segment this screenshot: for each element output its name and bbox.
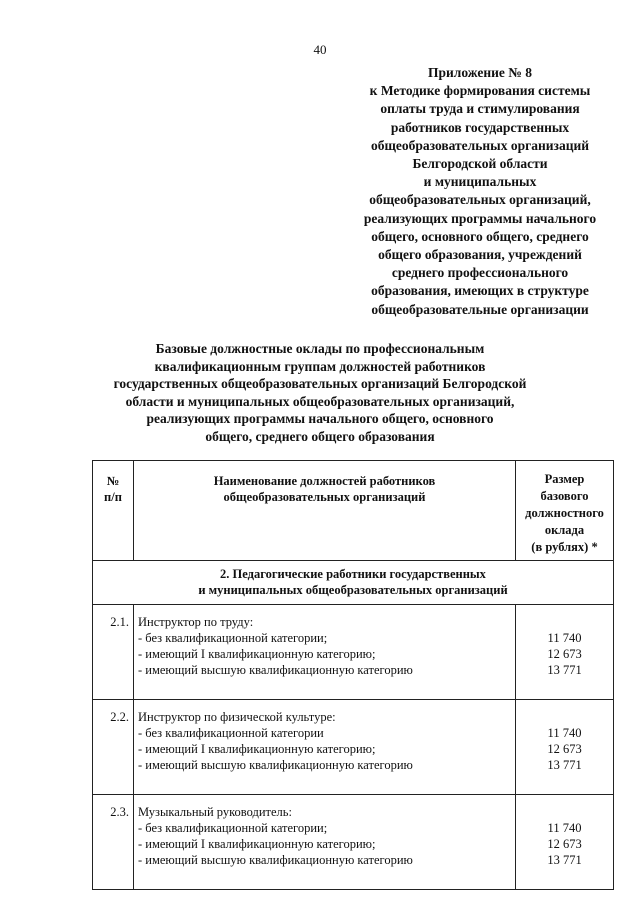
appendix-line: среднего профессионального [391, 265, 569, 281]
row-salary-values [516, 605, 614, 700]
header-text: базового [540, 489, 589, 503]
salary-value: 13 771 [547, 758, 582, 772]
appendix-line: реализующих программы начального [363, 210, 597, 226]
appendix-line: образования, имеющих в структуре [371, 283, 589, 299]
salary-value: 11 740 [547, 631, 582, 645]
position-line: - имеющий высшую квалификационную категорию [138, 758, 413, 772]
header-size-cell [516, 461, 614, 561]
appendix-line: общеобразовательные организации [371, 301, 589, 317]
appendix-line: Белгородской области [412, 156, 548, 172]
section-text: и муниципальных общеобразовательных организаций [198, 583, 508, 597]
position-line: - имеющий I квалификационную категорию; [138, 647, 376, 661]
row-position-names [134, 605, 516, 700]
row-number: 2.1. [93, 605, 134, 700]
position-line: Инструктор по физической культуре: [138, 710, 336, 724]
appendix-line: общеобразовательных организаций, [369, 192, 591, 208]
row-number: 2.3. [93, 795, 134, 890]
page-number: 40 [313, 42, 327, 57]
row-number: 2.2. [93, 700, 134, 795]
salary-value: 11 740 [547, 726, 582, 740]
row-position-names [134, 700, 516, 795]
header-name-cell [134, 461, 516, 561]
header-text: Размер [544, 472, 585, 486]
position-line: - имеющий высшую квалификационную категорию [138, 663, 413, 677]
position-line: - имеющий высшую квалификационную категорию [138, 853, 413, 867]
table-row [93, 605, 614, 700]
position-line: - без квалификационной категории [138, 726, 324, 740]
position-line: Музыкальный руководитель: [138, 805, 292, 819]
table-header-row [93, 461, 614, 561]
salary-value: 11 740 [547, 821, 582, 835]
salary-value: 12 673 [547, 837, 582, 851]
salary-value: 13 771 [547, 853, 582, 867]
row-salary-values [516, 795, 614, 890]
salary-value: 12 673 [547, 647, 582, 661]
title-line: области и муниципальных общеобразовательных организаций, [125, 393, 515, 409]
salary-value: 13 771 [547, 663, 582, 677]
table-row [93, 700, 614, 795]
appendix-line: оплаты труда и стимулирования [380, 101, 580, 117]
title-line: реализующих программы начального общего, основного [146, 411, 494, 426]
header-text: общеобразовательных организаций [223, 490, 426, 504]
section-text: 2. Педагогические работники государственных [220, 567, 486, 581]
position-line: - имеющий I квалификационную категорию; [138, 837, 376, 851]
document-title [80, 340, 560, 445]
header-number-cell [93, 461, 134, 561]
section-row [93, 561, 614, 605]
header-text: должностного [525, 506, 604, 520]
header-text: Наименование должностей работников [213, 474, 436, 488]
header-text: (в рублях) * [531, 540, 598, 554]
appendix-line: общеобразовательных организаций [370, 137, 590, 153]
position-line: Инструктор по труду: [138, 615, 254, 629]
section-cell [93, 561, 614, 605]
appendix-line: и муниципальных [423, 174, 537, 190]
title-line: государственных общеобразовательных организаций Белгородской [113, 376, 527, 391]
row-position-names [134, 795, 516, 890]
appendix-line: работников государственных [390, 119, 570, 135]
position-line: - без квалификационной категории; [138, 631, 328, 645]
salary-value: 12 673 [547, 742, 582, 756]
row-salary-values [516, 700, 614, 795]
header-text: оклада [544, 523, 585, 537]
title-line: квалификационным группам должностей работников [154, 358, 486, 374]
title-line: общего, среднего общего образования [205, 428, 435, 444]
table-row [93, 795, 614, 890]
position-line: - без квалификационной категории; [138, 821, 328, 835]
title-line: Базовые должностные оклады по профессиональным [155, 341, 485, 356]
appendix-line: общего образования, учреждений [378, 247, 582, 263]
appendix-heading [340, 64, 620, 319]
header-text: № [106, 474, 120, 488]
appendix-line: общего, основного общего, среднего [371, 228, 589, 244]
appendix-line: к Методике формирования системы [369, 83, 591, 99]
salary-table [92, 460, 614, 890]
appendix-line: Приложение № 8 [428, 65, 532, 80]
header-text: п/п [104, 490, 122, 504]
position-line: - имеющий I квалификационную категорию; [138, 742, 376, 756]
